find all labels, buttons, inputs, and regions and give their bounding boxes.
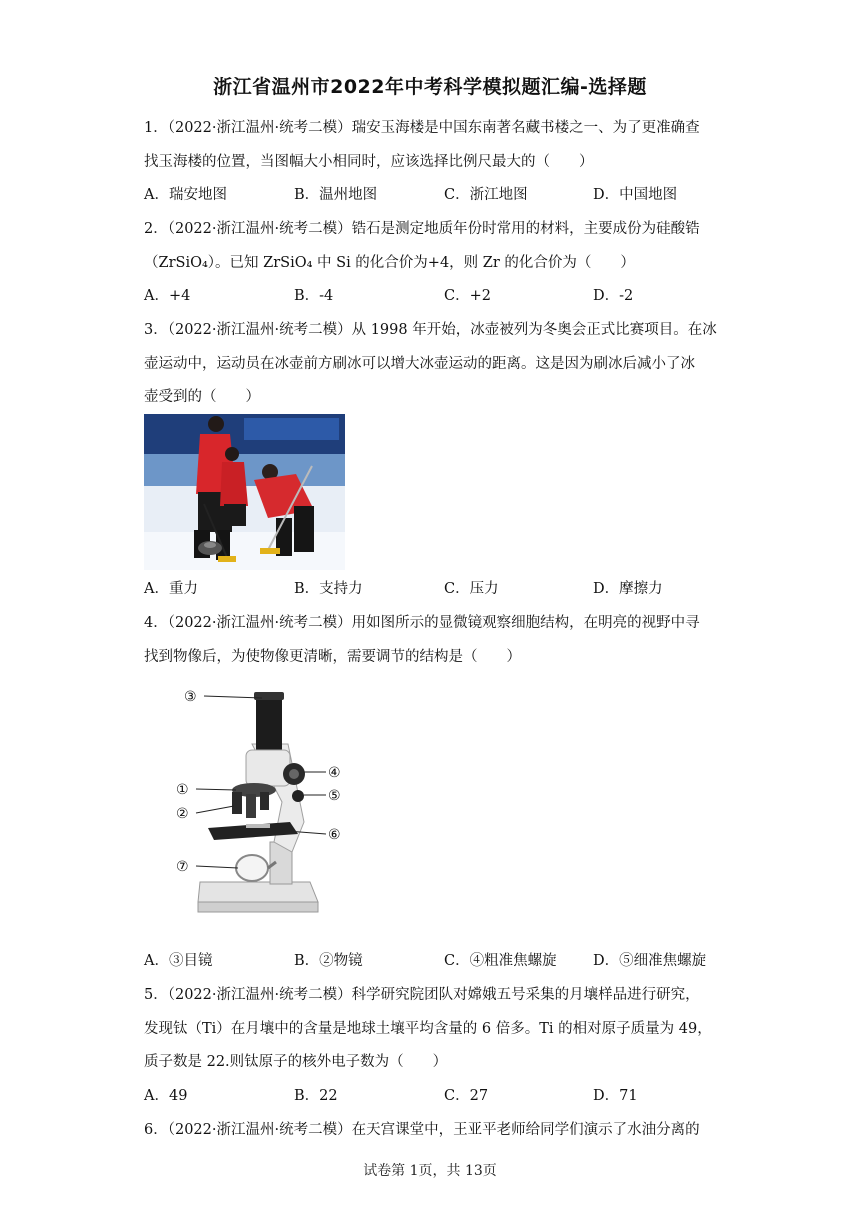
q1-line-1: 1．（2022·浙江温州·统考二模）瑞安玉海楼是中国东南著名藏书楼之一、为了更准确查 xyxy=(144,120,700,136)
q3-option-d: D．摩擦力 xyxy=(593,581,663,597)
q5-line-2: 发现钛（Ti）在月壤中的含量是地球土壤平均含量的 6 倍多。Ti 的相对原子质量为 49， xyxy=(144,1021,712,1037)
curling-photo xyxy=(144,414,345,570)
q4-options xyxy=(144,951,719,971)
q5-option-a: A．49 xyxy=(144,1088,188,1104)
q3-option-c: C．压力 xyxy=(444,581,499,597)
microscope-label-2: ② xyxy=(176,806,189,822)
microscope-label-1: ① xyxy=(176,782,189,798)
q3-option-a: A．重力 xyxy=(144,581,198,597)
q3-option-b: B．支持力 xyxy=(294,581,363,597)
q3-options xyxy=(144,579,719,599)
q3-line-1: 3．（2022·浙江温州·统考二模）从 1998 年开始，冰壶被列为冬奥会正式比赛项目。在冰 xyxy=(144,322,717,338)
page-footer: 试卷第 1页，共 13页 xyxy=(363,1163,497,1179)
microscope-label-5: ⑤ xyxy=(328,788,341,804)
microscope-diagram xyxy=(170,682,360,932)
q5-line-3: 质子数是 22.则钛原子的核外电子数为（ ） xyxy=(144,1054,448,1070)
q5-options xyxy=(144,1086,719,1106)
q2-option-d: D．-2 xyxy=(593,288,634,304)
q3-line-3: 壶受到的（ ） xyxy=(144,389,260,405)
q5-option-c: C．27 xyxy=(444,1088,489,1104)
q2-line-1: 2．（2022·浙江温州·统考二模）锆石是测定地质年份时常用的材料，主要成份为硅酸锆 xyxy=(144,221,700,237)
microscope-label-3: ③ xyxy=(184,689,197,705)
q4-line-2: 找到物像后，为使物像更清晰，需要调节的结构是（ ） xyxy=(144,649,521,665)
q6-line-1: 6．（2022·浙江温州·统考二模）在天宫课堂中，王亚平老师给同学们演示了水油分离的 xyxy=(144,1122,700,1138)
microscope-label-4: ④ xyxy=(328,765,341,781)
q1-line-2: 找玉海楼的位置，当图幅大小相同时，应该选择比例尺最大的（ ） xyxy=(144,154,594,170)
q4-line-1: 4．（2022·浙江温州·统考二模）用如图所示的显微镜观察细胞结构，在明亮的视野中寻 xyxy=(144,615,700,631)
q4-option-a: A．③目镜 xyxy=(144,953,213,969)
q3-line-2: 壶运动中，运动员在冰壶前方刷冰可以增大冰壶运动的距离。这是因为刷冰后减小了冰 xyxy=(144,356,695,372)
q4-option-c: C．④粗准焦螺旋 xyxy=(444,953,557,969)
page-title: 浙江省温州市2022年中考科学模拟题汇编-选择题 xyxy=(213,76,647,98)
microscope-label-6: ⑥ xyxy=(328,827,341,843)
q2-option-c: C．+2 xyxy=(444,288,491,304)
q4-option-d: D．⑤细准焦螺旋 xyxy=(593,953,707,969)
q1-option-b: B．温州地图 xyxy=(294,187,378,203)
q2-options xyxy=(144,286,719,306)
q4-option-b: B．②物镜 xyxy=(294,953,363,969)
q1-options xyxy=(144,185,719,205)
q2-option-a: A．+4 xyxy=(144,288,191,304)
q1-option-a: A．瑞安地图 xyxy=(144,187,227,203)
q2-line-2: （ZrSiO₄）。已知 ZrSiO₄ 中 Si 的化合价为+4，则 Zr 的化合价为（ ） xyxy=(144,255,635,271)
q5-option-b: B．22 xyxy=(294,1088,338,1104)
q2-option-b: B．-4 xyxy=(294,288,334,304)
q1-option-d: D．中国地图 xyxy=(593,187,678,203)
q5-option-d: D．71 xyxy=(593,1088,638,1104)
microscope-label-7: ⑦ xyxy=(176,859,189,875)
q5-line-1: 5．（2022·浙江温州·统考二模）科学研究院团队对嫦娥五号采集的月壤样品进行研究， xyxy=(144,987,700,1003)
q1-option-c: C．浙江地图 xyxy=(444,187,528,203)
